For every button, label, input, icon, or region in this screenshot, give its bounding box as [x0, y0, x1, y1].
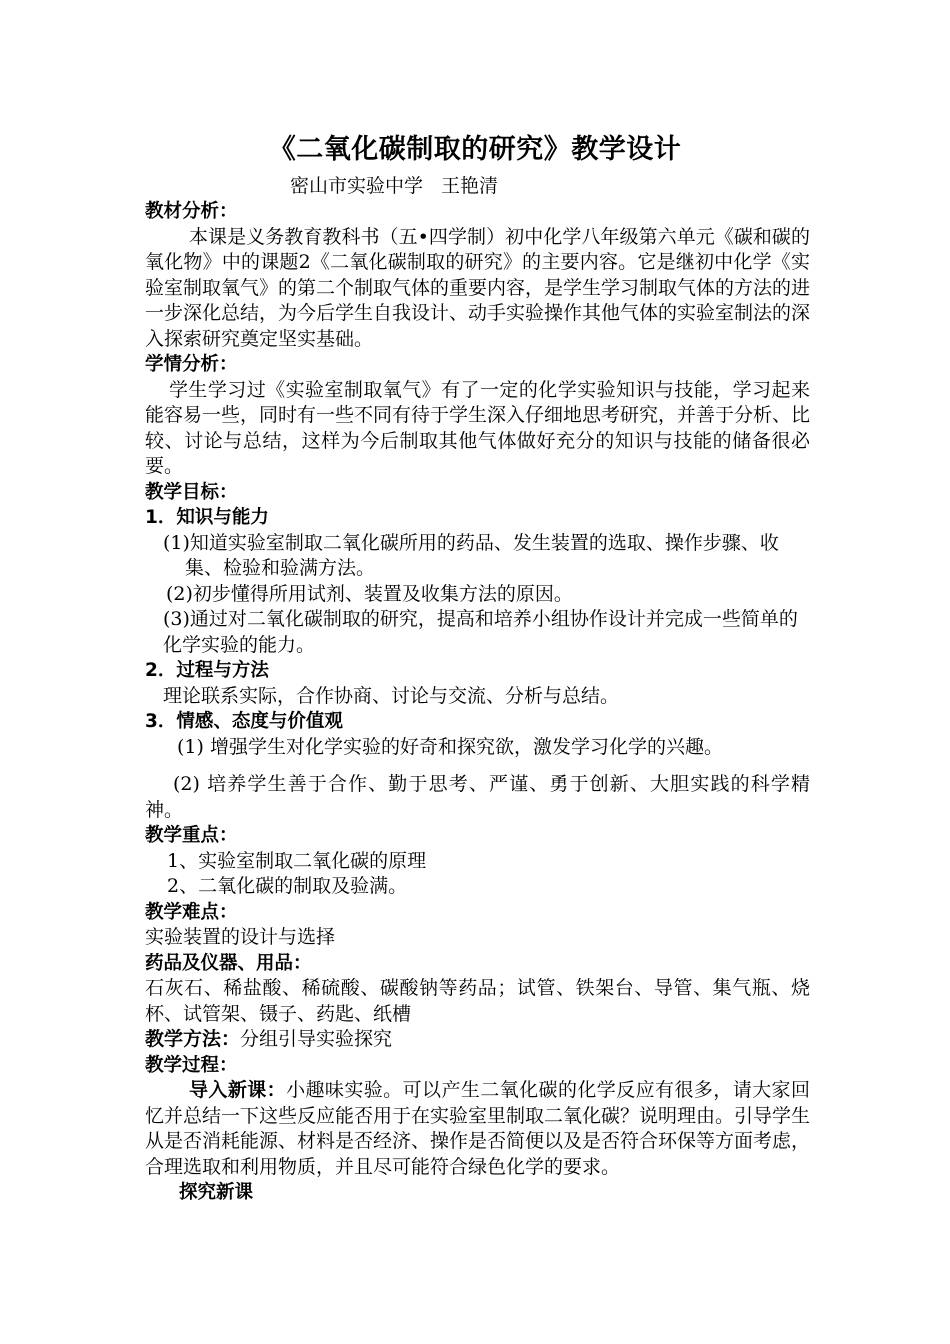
section-heading-key: 教学重点：: [145, 825, 238, 846]
author-school: 密山市实验中学: [290, 175, 424, 197]
goal2-heading: 2．过程与方法: [145, 660, 269, 681]
method-text: 分组引导实验探究: [240, 1028, 393, 1050]
goal1-heading: 1．知识与能力: [145, 507, 269, 528]
intro-lead: 导入新课：: [189, 1079, 287, 1101]
goal2-text: 理论联系实际，合作协商、讨论与交流、分析与总结。: [163, 684, 620, 707]
section-heading-process: 教学过程：: [145, 1054, 238, 1076]
author-line: [290, 173, 498, 199]
section-heading-materials: 药品及仪器、用品：: [145, 952, 312, 974]
document-body: [145, 199, 810, 1206]
explore-heading: 探究新课: [179, 1182, 254, 1203]
section-heading-student: 学情分析：: [145, 354, 238, 375]
materials-text: 石灰石、稀盐酸、稀硫酸、碳酸钠等药品；试管、铁架台、导管、集气瓶、烧杯、试管架、镊子、药匙、纸槽: [145, 977, 810, 1025]
student-paragraph: 学生学习过《实验室制取氧气》有了一定的化学实验知识与技能，学习起来能容易一些，同时有一些不同有待于学生深入仔细地思考研究，并善于分析、比较、讨论与总结，这样为今后制取其他气体做好充分的知识与技能的储备很必要。: [145, 378, 811, 477]
key-item-1: 1、实验室制取二氧化碳的原理: [167, 849, 427, 872]
section-heading-method: 教学方法：: [145, 1028, 241, 1050]
section-heading-goals: 教学目标：: [145, 481, 238, 503]
goal3-item-1: (1) 增强学生对化学实验的好奇和探究欲，激发学习化学的兴趣。: [177, 735, 723, 758]
spacer: [145, 760, 810, 772]
goal1-item-3: (3)通过对二氧化碳制取的研究，提高和培养小组协作设计并完成一些简单的化学实验的能力。: [163, 608, 798, 656]
key-item-2: 2、二氧化碳的制取及验满。: [167, 875, 408, 897]
section-heading-material: 教材分析：: [145, 201, 238, 222]
document-title: 《二氧化碳制取的研究》教学设计: [268, 134, 682, 165]
difficult-text: 实验装置的设计与选择: [145, 926, 336, 948]
author-name: 王艳清: [441, 175, 499, 197]
goal1-item-2: (2)初步懂得所用试剂、装置及收集方法的原因。: [166, 582, 573, 605]
goal3-item-2: (2) 培养学生善于合作、勤于思考、严谨、勇于创新、大胆实践的科学精神。: [145, 773, 810, 821]
goal3-heading: 3．情感、态度与价值观: [145, 711, 343, 732]
intro-text: 小趣味实验。可以产生二氧化碳的化学反应有很多，请大家回忆并总结一下这些反应能否用于在实验室里制取二氧化碳？说明理由。引导学生从是否消耗能源、材料是否经济、操作是否简便以及是否符合环保等方面考虑，合理选取和利用物质，并且尽可能符合绿色化学的要求。: [145, 1079, 811, 1178]
goal1-item-1: (1)知道实验室制取二氧化碳所用的药品、发生装置的选取、操作步骤、收集、检验和验满方法。: [163, 531, 779, 579]
method-line: [145, 1027, 810, 1053]
intro-paragraph: [145, 1078, 810, 1180]
material-paragraph: 本课是义务教育教科书（五•四学制）初中化学八年级第六单元《碳和碳的氧化物》中的课题2《二氧化碳制取的研究》的主要内容。它是继初中化学《实验室制取氧气》的第二个制取气体的重要内容，是学生学习制取气体的方法的进一步深化总结，为今后学生自我设计、动手实验操作其他气体的实验室制法的深入探索研究奠定坚实基础。: [145, 225, 811, 350]
section-heading-difficult: 教学难点：: [145, 901, 238, 923]
